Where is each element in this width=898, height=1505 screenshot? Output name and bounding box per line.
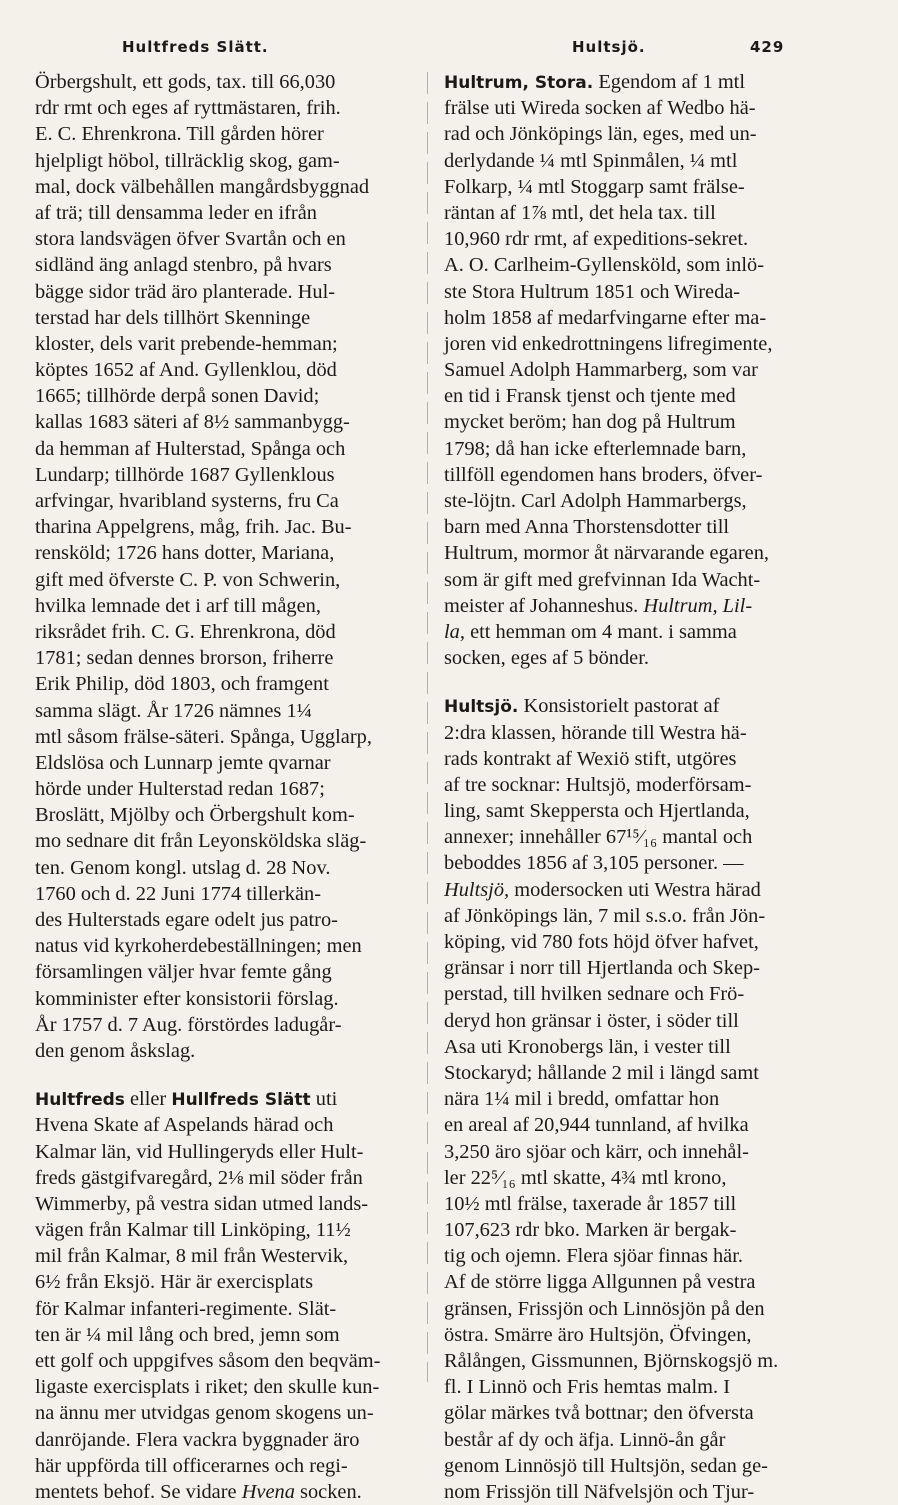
text-line: rad och Jönköpings län, eges, med un- [444, 123, 757, 146]
text-line: Broslätt, Mjölby och Örbergshult kom- [35, 804, 355, 827]
text-line: den genom åskslag. [35, 1039, 196, 1062]
entry-last-line-end: socken. [300, 1480, 362, 1503]
text-line: sidländ äng anlagd stenbro, på hvars [35, 254, 332, 277]
text-line: stora landsvägen öfver Svartån och en [35, 228, 346, 251]
text-line: rensköld; 1726 hans dotter, Mariana, [35, 542, 335, 565]
entry-headword: Hultsjö. [444, 697, 519, 718]
text-line: arfvingar, hvaribland systerns, fru Ca [35, 490, 339, 512]
text-line: 2:dra klassen, hörande till Westra hä- [444, 721, 747, 744]
text-line: mil från Kalmar, 8 mil från Westervik, [35, 1245, 349, 1268]
entry-hultfreds-slatt [35, 1086, 425, 1505]
text-line: terstad har dels tillhört Skenninge [35, 306, 311, 329]
text-line: gölar märkes två bottnar; den öfversta [444, 1402, 754, 1425]
text-line: 107,623 rdr bko. Marken är bergak- [444, 1219, 737, 1242]
entry-xref-line-2 [444, 619, 834, 645]
text-line: ten är ¼ mil lång och bred, jemn som [35, 1323, 340, 1346]
text-line: hörde under Hulterstad redan 1687; [35, 778, 325, 801]
text-line: Hvena Skate af Aspelands härad och [35, 1114, 334, 1137]
text-line: mtl såsom frälse-säteri. Spånga, Ugglarp, [35, 725, 372, 748]
text-line: tharina Appelgrens, måg, frih. Jac. Bu- [35, 516, 352, 539]
text-line: består af dy och äfja. Linnö-ån går [444, 1428, 726, 1451]
text-line: ling, samt Skeppersta och Hjertlanda, [444, 800, 750, 823]
text-line: År 1757 d. 7 Aug. förstördes ladugår- [35, 1013, 342, 1036]
text-line: ett golf och uppgifves såsom den beqväm- [35, 1350, 381, 1372]
entry-last-line: socken, eges af 5 bönder. [444, 647, 649, 670]
xref-tail: ett hemman om 4 mant. i samma [470, 620, 737, 643]
entry-orbergshult-continuation [35, 69, 425, 1064]
text-line: vägen från Kalmar till Linköping, 11½ [35, 1219, 351, 1242]
text-line: Wimmerby, på vestra sidan utmed lands- [35, 1192, 369, 1215]
text-line: beboddes 1856 af 3,105 personer. — [444, 852, 744, 875]
text-line: 10½ mtl frälse, taxerade år 1857 till [444, 1192, 737, 1215]
text-line: Örbergshult, ett gods, tax. till 66,030 [35, 71, 336, 93]
entry-xref-line [444, 593, 834, 619]
text-line: af Jönköpings län, 7 mil s.s.o. från Jön- [444, 904, 766, 927]
text-line: danröjande. Flera vackra byggnader äro [35, 1428, 360, 1451]
text-line: 6½ från Eksjö. Här är exercisplats [35, 1271, 314, 1294]
text-line: nom Frissjön till Näfvelsjön och Tjur- [444, 1480, 755, 1503]
text-line: natus vid kyrkoherdebeställningen; men [35, 935, 362, 958]
text-line: gift med öfverste C. P. von Schwerin, [35, 568, 341, 591]
entry-headword-variant: Hullfreds Slätt [171, 1090, 311, 1111]
text-line: köptes 1652 af And. Gyllenklou, död [35, 359, 337, 382]
text-line: tillföll egendomen hans broders, öfver- [444, 463, 763, 486]
text-line: E. C. Ehrenkrona. Till gården hörer [35, 123, 324, 146]
headword-join: eller [130, 1088, 167, 1111]
page-number: 429 [750, 38, 785, 56]
text-line: na ännu mer utvidgas genom skogens un- [35, 1402, 374, 1425]
text-line: joren vid enkedrottningens lifregimente, [444, 332, 773, 355]
text-line: ligaste exercisplats i riket; den skulle kun- [35, 1376, 380, 1399]
text-line: annexer; innehåller 67¹⁵⁄₁₆ mantal och [444, 826, 753, 849]
text-line: genom Linnösjö till Hultsjön, sedan ge- [444, 1454, 768, 1477]
right-column [444, 69, 834, 1505]
text-line: derlydande ¼ mtl Spinmålen, ¼ mtl [444, 149, 738, 172]
text-line: Samuel Adolph Hammarberg, som var [444, 359, 758, 382]
text-line: kallas 1683 säteri af 8½ sammanbygg- [35, 411, 350, 434]
text-line: Erik Philip, död 1803, och framgent [35, 673, 329, 696]
cross-reference: Hultsjö, [444, 878, 510, 901]
text-line: da hemman af Hulterstad, Spånga och [35, 437, 346, 460]
text-line: som är gift med grefvinnan Ida Wacht- [444, 568, 761, 591]
entry-first-line-rest: Konsistorielt pastorat af [523, 695, 720, 718]
text-line: här uppförda till officerarnes och regi- [35, 1454, 348, 1477]
text-line: riksrådet frih. C. G. Ehrenkrona, död [35, 620, 336, 643]
text-line: bägge sidor träd äro planterade. Hul- [35, 280, 336, 303]
text-line: Kalmar län, vid Hullingeryds eller Hult- [35, 1140, 364, 1163]
text-line: hvilka lemnade det i arf till mågen, [35, 594, 321, 617]
text-line: gränsar i norr till Hjertlanda och Skep- [444, 957, 760, 980]
entry-first-line-rest: uti [315, 1088, 338, 1111]
text-line: fl. I Linnö och Fris hemtas malm. I [444, 1376, 730, 1399]
text-line: tig och ojemn. Flera sjöar finnas här. [444, 1245, 743, 1268]
text-line: ler 22⁵⁄₁₆ mtl skatte, 4¾ mtl krono, [444, 1166, 727, 1189]
cross-reference: Hultrum, Lil- [643, 594, 753, 617]
text-line: freds gästgifvaregård, 2⅛ mil söder från [35, 1166, 363, 1189]
entry-headword: Hultrum, Stora. [444, 73, 594, 93]
text-line: des Hulterstads egare odelt jus patro- [35, 909, 338, 931]
text-line: mal, dock välbehållen mangårdsbyggnad [35, 175, 370, 198]
text-line: östra. Smärre äro Hultsjön, Öfvingen, [444, 1323, 752, 1346]
text-line: barn med Anna Thorstensdotter till [444, 516, 730, 539]
text-line: Hultrum, mormor åt närvarande egaren, [444, 542, 769, 565]
text-line: räntan af 1⅞ mtl, det hela tax. till [444, 201, 716, 224]
text-line: A. O. Carlheim-Gyllensköld, som inlö- [444, 254, 764, 277]
text-line: köping, vid 780 fots höjd öfver hafvet, [444, 931, 759, 953]
text-line: Rålången, Gissmunnen, Björnskogsjö m. [444, 1350, 779, 1372]
cross-reference: Hvena [241, 1480, 295, 1503]
text-line: församlingen väljer hvar femte gång [35, 961, 332, 984]
entry-first-line [35, 1086, 425, 1112]
text-line: ten. Genom kongl. utslag d. 28 Nov. [35, 856, 331, 879]
cross-reference-cont: la, [444, 620, 465, 643]
text-line: en areal af 20,944 tunnland, af hvilka [444, 1114, 749, 1137]
text-line: ste Stora Hultrum 1851 och Wireda- [444, 280, 741, 303]
text-line: deryd hon gränsar i öster, i söder till [444, 1009, 739, 1032]
text-line: en tid i Fransk tjenst och tjente med [444, 385, 736, 408]
text-line: 1798; då han icke efterlemnade barn, [444, 437, 747, 460]
text-line: af trä; till densamma leder en ifrån [35, 201, 317, 224]
text-line: 1760 och d. 22 Juni 1774 tillerkän- [35, 882, 321, 905]
text-line: mycket beröm; han dog på Hultrum [444, 411, 736, 434]
running-head-left: Hultfreds Slätt. [122, 38, 269, 56]
entry-headword: Hultfreds [35, 1090, 125, 1111]
text-line: rdr rmt och eges af ryttmästaren, frih. [35, 97, 341, 120]
text-line: 1665; tillhörde derpå sonen David; [35, 385, 320, 408]
text-line: 10,960 rdr rmt, af expeditions-sekret. [444, 228, 749, 251]
entry-hultrum-stora [444, 69, 834, 671]
text-line: hjelpligt höbol, tillräcklig skog, gam- [35, 149, 340, 172]
text-line: 3,250 äro sjöar och kärr, och innehål- [444, 1140, 749, 1163]
text-line: mo sednare dit från Leyonsköldska släg- [35, 830, 367, 853]
text-line: Folkarp, ¼ mtl Stoggarp samt frälse- [444, 175, 745, 198]
text-line: Eldslösa och Lunnarp jemte qvarnar [35, 751, 331, 774]
text-line: samma slägt. År 1726 nämnes 1¼ [35, 699, 312, 722]
text-line: gränsen, Frissjön och Linnösjön på den [444, 1297, 765, 1320]
text-line: Asa uti Kronobergs län, i vester till [444, 1035, 731, 1058]
left-column [35, 69, 425, 1505]
subhead-line-rest: modersocken uti Westra härad [514, 878, 761, 901]
entry-first-line [444, 693, 834, 719]
text-line: ste-löjtn. Carl Adolph Hammarbergs, [444, 490, 747, 512]
column-divider [427, 72, 428, 1382]
text-line: Af de större ligga Allgunnen på vestra [444, 1271, 756, 1294]
text-line: kloster, dels varit prebende-hemman; [35, 332, 338, 355]
entry-first-line-rest: Egendom af 1 mtl [598, 71, 746, 93]
text-line: Stockaryd; hållande 2 mil i längd samt [444, 1061, 759, 1084]
text-line: af tre socknar: Hultsjö, moderförsam- [444, 773, 752, 796]
running-head-right: Hultsjö. [572, 38, 646, 56]
text-line: Lundarp; tillhörde 1687 Gyllenklous [35, 463, 335, 486]
entry-last-line-start: mentets behof. Se vidare [35, 1480, 237, 1503]
text-line: nära 1¼ mil i bredd, omfattar hon [444, 1088, 720, 1111]
text-line: komminister efter konsistorii förslag. [35, 987, 339, 1010]
text-line: 1781; sedan dennes brorson, friherre [35, 647, 334, 670]
text-line: rads kontrakt af Wexiö stift, utgöres [444, 747, 737, 770]
text-line: frälse uti Wireda socken af Wedbo hä- [444, 97, 756, 120]
entry-last-line [35, 1479, 425, 1505]
entry-first-line [444, 69, 834, 95]
text-line: för Kalmar infanteri-regimente. Slät- [35, 1297, 337, 1320]
xref-line-start: meister af Johanneshus. [444, 594, 639, 617]
text-line: holm 1858 af medarfvingarne efter ma- [444, 306, 767, 329]
entry-subhead-line [444, 877, 834, 903]
text-line: perstad, till hvilken sednare och Frö- [444, 983, 745, 1006]
entry-hultsjo [444, 693, 834, 1505]
